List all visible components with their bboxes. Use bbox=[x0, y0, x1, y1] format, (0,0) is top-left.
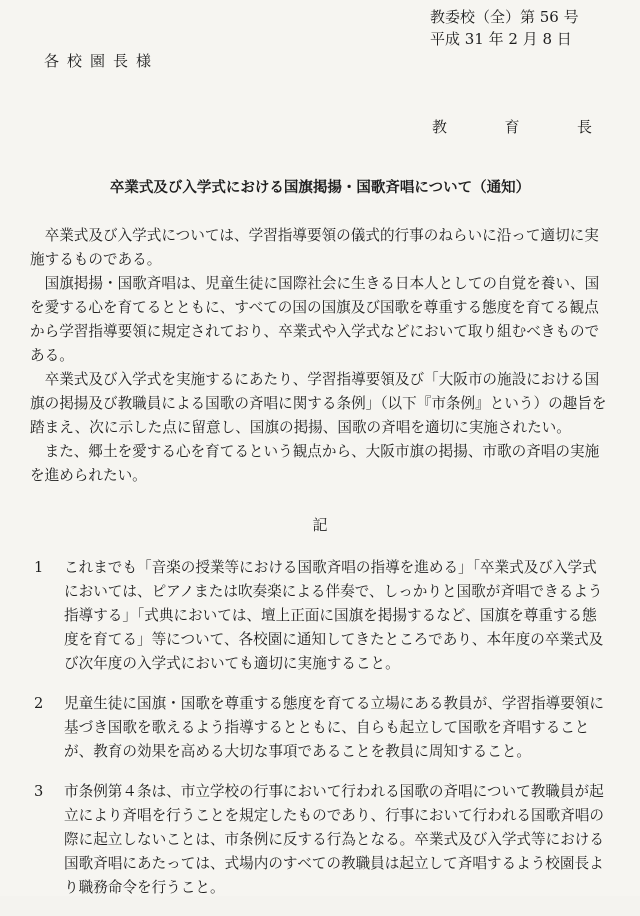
item-number: 2 bbox=[34, 695, 44, 712]
list-item bbox=[30, 692, 610, 764]
ki-heading: 記 bbox=[312, 516, 328, 534]
sender bbox=[432, 116, 592, 137]
list-item bbox=[30, 780, 610, 900]
sender-char: 育 bbox=[504, 118, 520, 136]
list-item bbox=[30, 556, 610, 676]
reference-number: 教委校（全）第 56 号 bbox=[430, 8, 579, 26]
paragraph: 卒業式及び入学式を実施するにあたり、学習指導要領及び「大阪市の施設における国旗の掲揚及び教職員による国歌の斉唱に関する条例」（以下『市条例』という）の趣旨を踏まえ、次に示した点に留意し、国旗の掲揚、国歌の斉唱を適切に実施されたい。 bbox=[30, 371, 607, 436]
item-text: 市条例第４条は、市立学校の行事において行われる国歌の斉唱について教職員が起立により斉唱を行うことを規定したものであり、行事において行われる国歌斉唱の際に起立しないことは、市条例に反する行為となる。卒業式及び入学式等における国歌斉唱にあたっては、式場内のすべての教職員は起立して斉唱するよう校園長より職務命令を行うこと。 bbox=[64, 783, 604, 896]
paragraph: 国旗掲揚・国歌斉唱は、児童生徒に国際社会に生きる日本人としての自覚を養い、国を愛する心を育てるとともに、すべての国の国旗及び国歌を尊重する態度を育てる観点から学習指導要領に規定されており、卒業式や入学式などにおいて取り組むべきものである。 bbox=[30, 275, 600, 364]
sender-char: 教 bbox=[432, 118, 448, 136]
addressee: 各校園長様 bbox=[44, 52, 160, 70]
item-list bbox=[30, 556, 610, 916]
issue-date: 平成 31 年 2 月 8 日 bbox=[430, 30, 572, 48]
sender-char: 長 bbox=[576, 118, 592, 136]
item-text: 児童生徒に国旗・国歌を尊重する態度を育てる立場にある教員が、学習指導要領に基づき国歌を歌えるよう指導するとともに、自らも起立して国歌を斉唱することが、教育の効果を高める大切な事項であることを教員に周知すること。 bbox=[64, 695, 604, 760]
paragraph: また、郷土を愛する心を育てるという観点から、大阪市旗の掲揚、市歌の斉唱の実施を進められたい。 bbox=[30, 443, 600, 484]
item-text: これまでも「音楽の授業等における国歌斉唱の指導を進める」「卒業式及び入学式においては、ピアノまたは吹奏楽による伴奏で、しっかりと国歌が斉唱できるよう指導する」「式典においては、壇上正面に国旗を掲揚するなど、国旗を尊重する態度を育てる」等について、各校園に通知してきたところであり、本年度の卒業式及び次年度の入学式においても適切に実施すること。 bbox=[64, 559, 604, 672]
paragraph: 卒業式及び入学式については、学習指導要領の儀式的行事のねらいに沿って適切に実施するものである。 bbox=[30, 227, 599, 268]
item-number: 1 bbox=[34, 559, 44, 576]
reference-block bbox=[430, 6, 620, 50]
document-title: 卒業式及び入学式における国旗掲揚・国歌斉唱について（通知） bbox=[109, 180, 531, 196]
item-number: 3 bbox=[34, 783, 44, 800]
body-text bbox=[30, 224, 610, 488]
